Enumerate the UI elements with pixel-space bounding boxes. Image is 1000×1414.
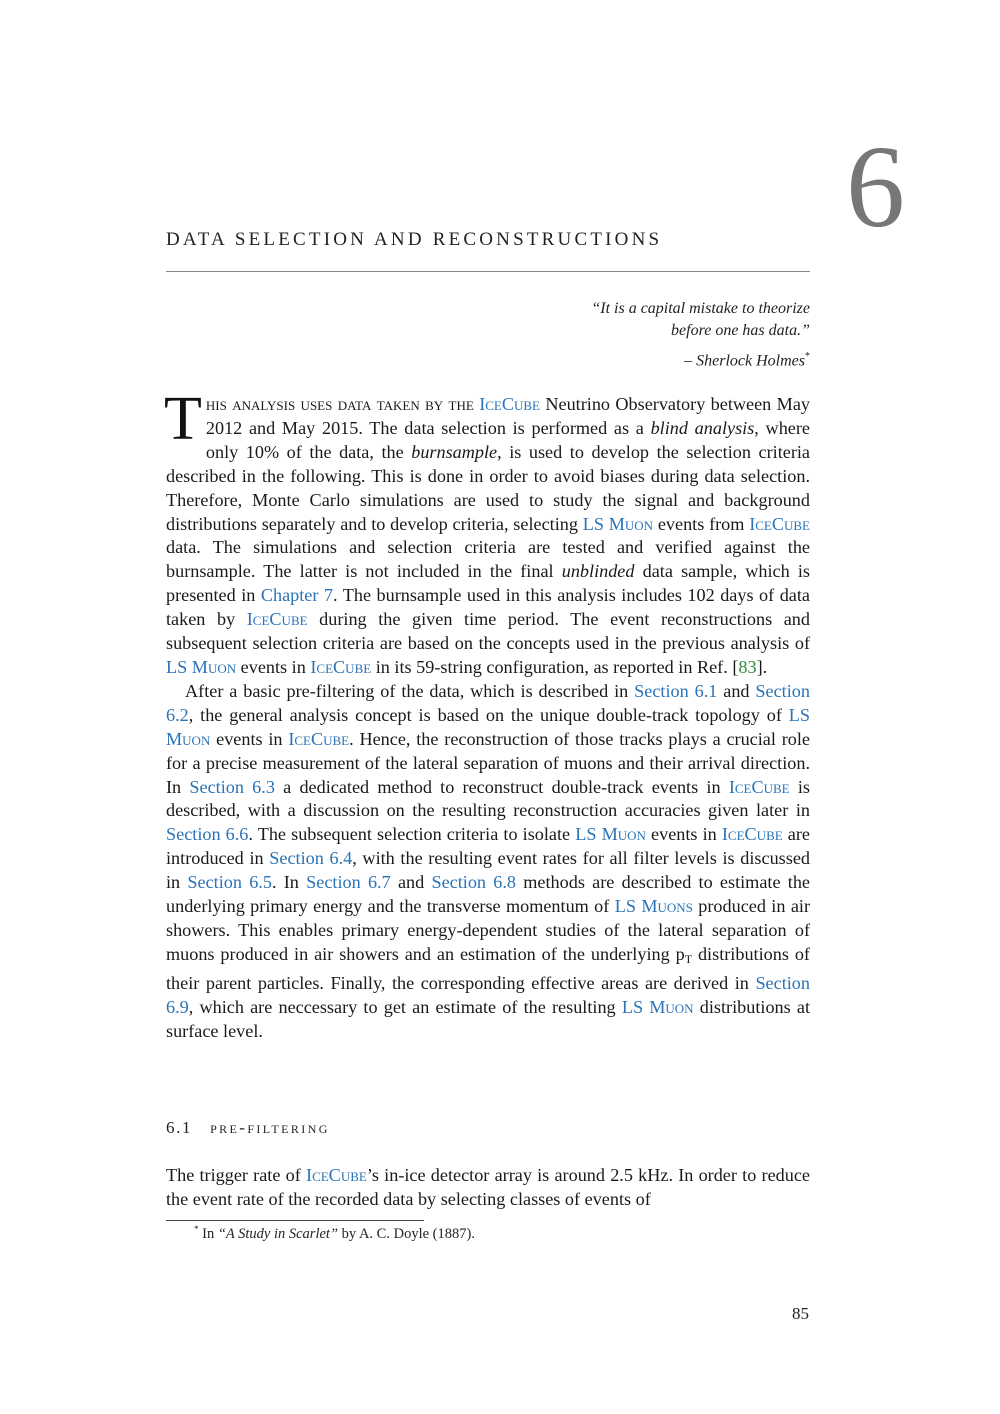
section-6-4-link[interactable]: Section 6.4 <box>269 848 353 869</box>
epigraph-line-1: “It is a capital mistake to theorize <box>591 300 810 317</box>
chapter-7-link[interactable]: Chapter 7 <box>260 585 334 606</box>
intro-text <box>164 385 811 1043</box>
acronym-link-icecube[interactable]: IceCube <box>479 394 540 414</box>
chapter-title: DATA SELECTION AND RECONSTRUCTIONS <box>166 229 663 250</box>
paragraph-3: The trigger rate of IceCube’s in-ice detector array is around 2.5 kHz. In order to reduce the event rate of the recorded data by selecting classes of events of <box>166 1165 810 1209</box>
footnote-mark: * <box>194 1224 199 1234</box>
drop-cap: T <box>164 385 202 453</box>
citation-link-83[interactable]: 83 <box>738 656 757 677</box>
section-heading <box>166 1118 330 1138</box>
acronym-link-icecube[interactable]: IceCube <box>310 656 372 677</box>
acronym-link-icecube[interactable]: IceCube <box>721 824 783 845</box>
section-6-2-link[interactable]: Section 6.2 <box>166 680 810 725</box>
paragraph-2: After a basic pre-filtering of the data, which is described in Section 6.1 and Section 6.2, the general analysis concept is based on the unique double-track topology of LS Muon events in IceCube. Hence, the reconstruction of those tracks plays a crucial role for a precise measurement of the lateral separation of muons and their arrival direction. In Section 6.3 a dedicated method to reconstruct double-track events in IceCube is described, with a discussion on the resulting reconstruction accuracies given later in Section 6.6. The subsequent selection criteria to isolate LS Muon events in IceCube are introduced in Section 6.4, with the resulting event rates for all filter levels is discussed in Section 6.5. In Section 6.7 and Section 6.8 methods are described to estimate the underlying primary energy and the transverse momentum of LS Muons produced in air showers. This enables primary energy-dependent studies of the lateral separation of muons produced in air showers and an estimation of the underlying $p_T$ distributions of their parent particles. Finally, the corresponding effective areas are derived in Section 6.9, which are neccessary to get an estimate of the resulting LS Muon distributions at surface level. <box>166 680 811 1041</box>
title-rule <box>166 271 810 272</box>
epigraph <box>591 298 810 372</box>
acronym-link-icecube[interactable]: IceCube <box>728 776 790 797</box>
footnote-marker[interactable]: * <box>805 351 810 362</box>
footnote: * In “A Study in Scarlet” by A. C. Doyle (1887). <box>194 1224 475 1242</box>
acronym-link-icecube[interactable]: IceCube <box>749 513 811 534</box>
section-number: 6.1 <box>166 1118 193 1137</box>
acronym-link-lsmuon[interactable]: LS Muon <box>621 996 694 1017</box>
section-6-8-link[interactable]: Section 6.8 <box>431 872 517 893</box>
acronym-link-icecube[interactable]: IceCube <box>306 1165 367 1185</box>
section-title: pre-filtering <box>210 1118 330 1137</box>
section-6-6-link[interactable]: Section 6.6 <box>166 824 249 845</box>
section-6-1-link[interactable]: Section 6.1 <box>634 680 718 701</box>
footnote-rule <box>166 1220 424 1221</box>
acronym-link-icecube[interactable]: IceCube <box>288 728 350 749</box>
acronym-link-lsmuon[interactable]: LS Muon <box>166 656 237 677</box>
epigraph-line-2: before one has data.” <box>671 322 810 339</box>
paragraph-1: This analysis uses data taken by the IceCube Neutrino Observatory between May 2012 and May 2015. The data selection is performed as a blind analysis, where only 10% of the data, the burnsample, is used to develop the selection criteria described in the following. This is done in order to avoid biases during data selection. Therefore, Monte Carlo simulations are used to study the signal and background distributions separately and to develop criteria, selecting LS Muon events from IceCube data. The simulations and selection criteria are tested and verified against the burnsample. The latter is not included in the final unblinded data sample, which is presented in Chapter 7. The burnsample used in this analysis includes 102 days of data taken by IceCube during the given time period. The event reconstructions and subsequent selection criteria are based on the concepts used in the previous analysis of LS Muon events in IceCube in its 59-string configuration, as reported in Ref. [83]. <box>164 385 811 677</box>
chapter-number: 6 <box>846 121 905 252</box>
section-6-7-link[interactable]: Section 6.7 <box>306 872 391 893</box>
section-6-5-link[interactable]: Section 6.5 <box>187 872 272 893</box>
acronym-link-lsmuons[interactable]: LS Muons <box>614 896 693 917</box>
section-text <box>166 1164 810 1212</box>
subscript-t: T <box>684 951 693 966</box>
section-6-3-link[interactable]: Section 6.3 <box>189 776 275 797</box>
acronym-link-icecube[interactable]: IceCube <box>246 609 308 630</box>
section-6-9-link[interactable]: Section 6.9 <box>166 972 810 1017</box>
acronym-link-lsmuon[interactable]: LS Muon <box>582 513 654 534</box>
footnote-book-title: “A Study in Scarlet” <box>217 1225 339 1242</box>
acronym-link-lsmuon[interactable]: LS Muon <box>575 824 646 845</box>
epigraph-author: – Sherlock Holmes* <box>684 351 810 370</box>
acronym-link-lsmuon[interactable]: LS Muon <box>166 704 810 749</box>
page-number: 85 <box>792 1304 809 1323</box>
